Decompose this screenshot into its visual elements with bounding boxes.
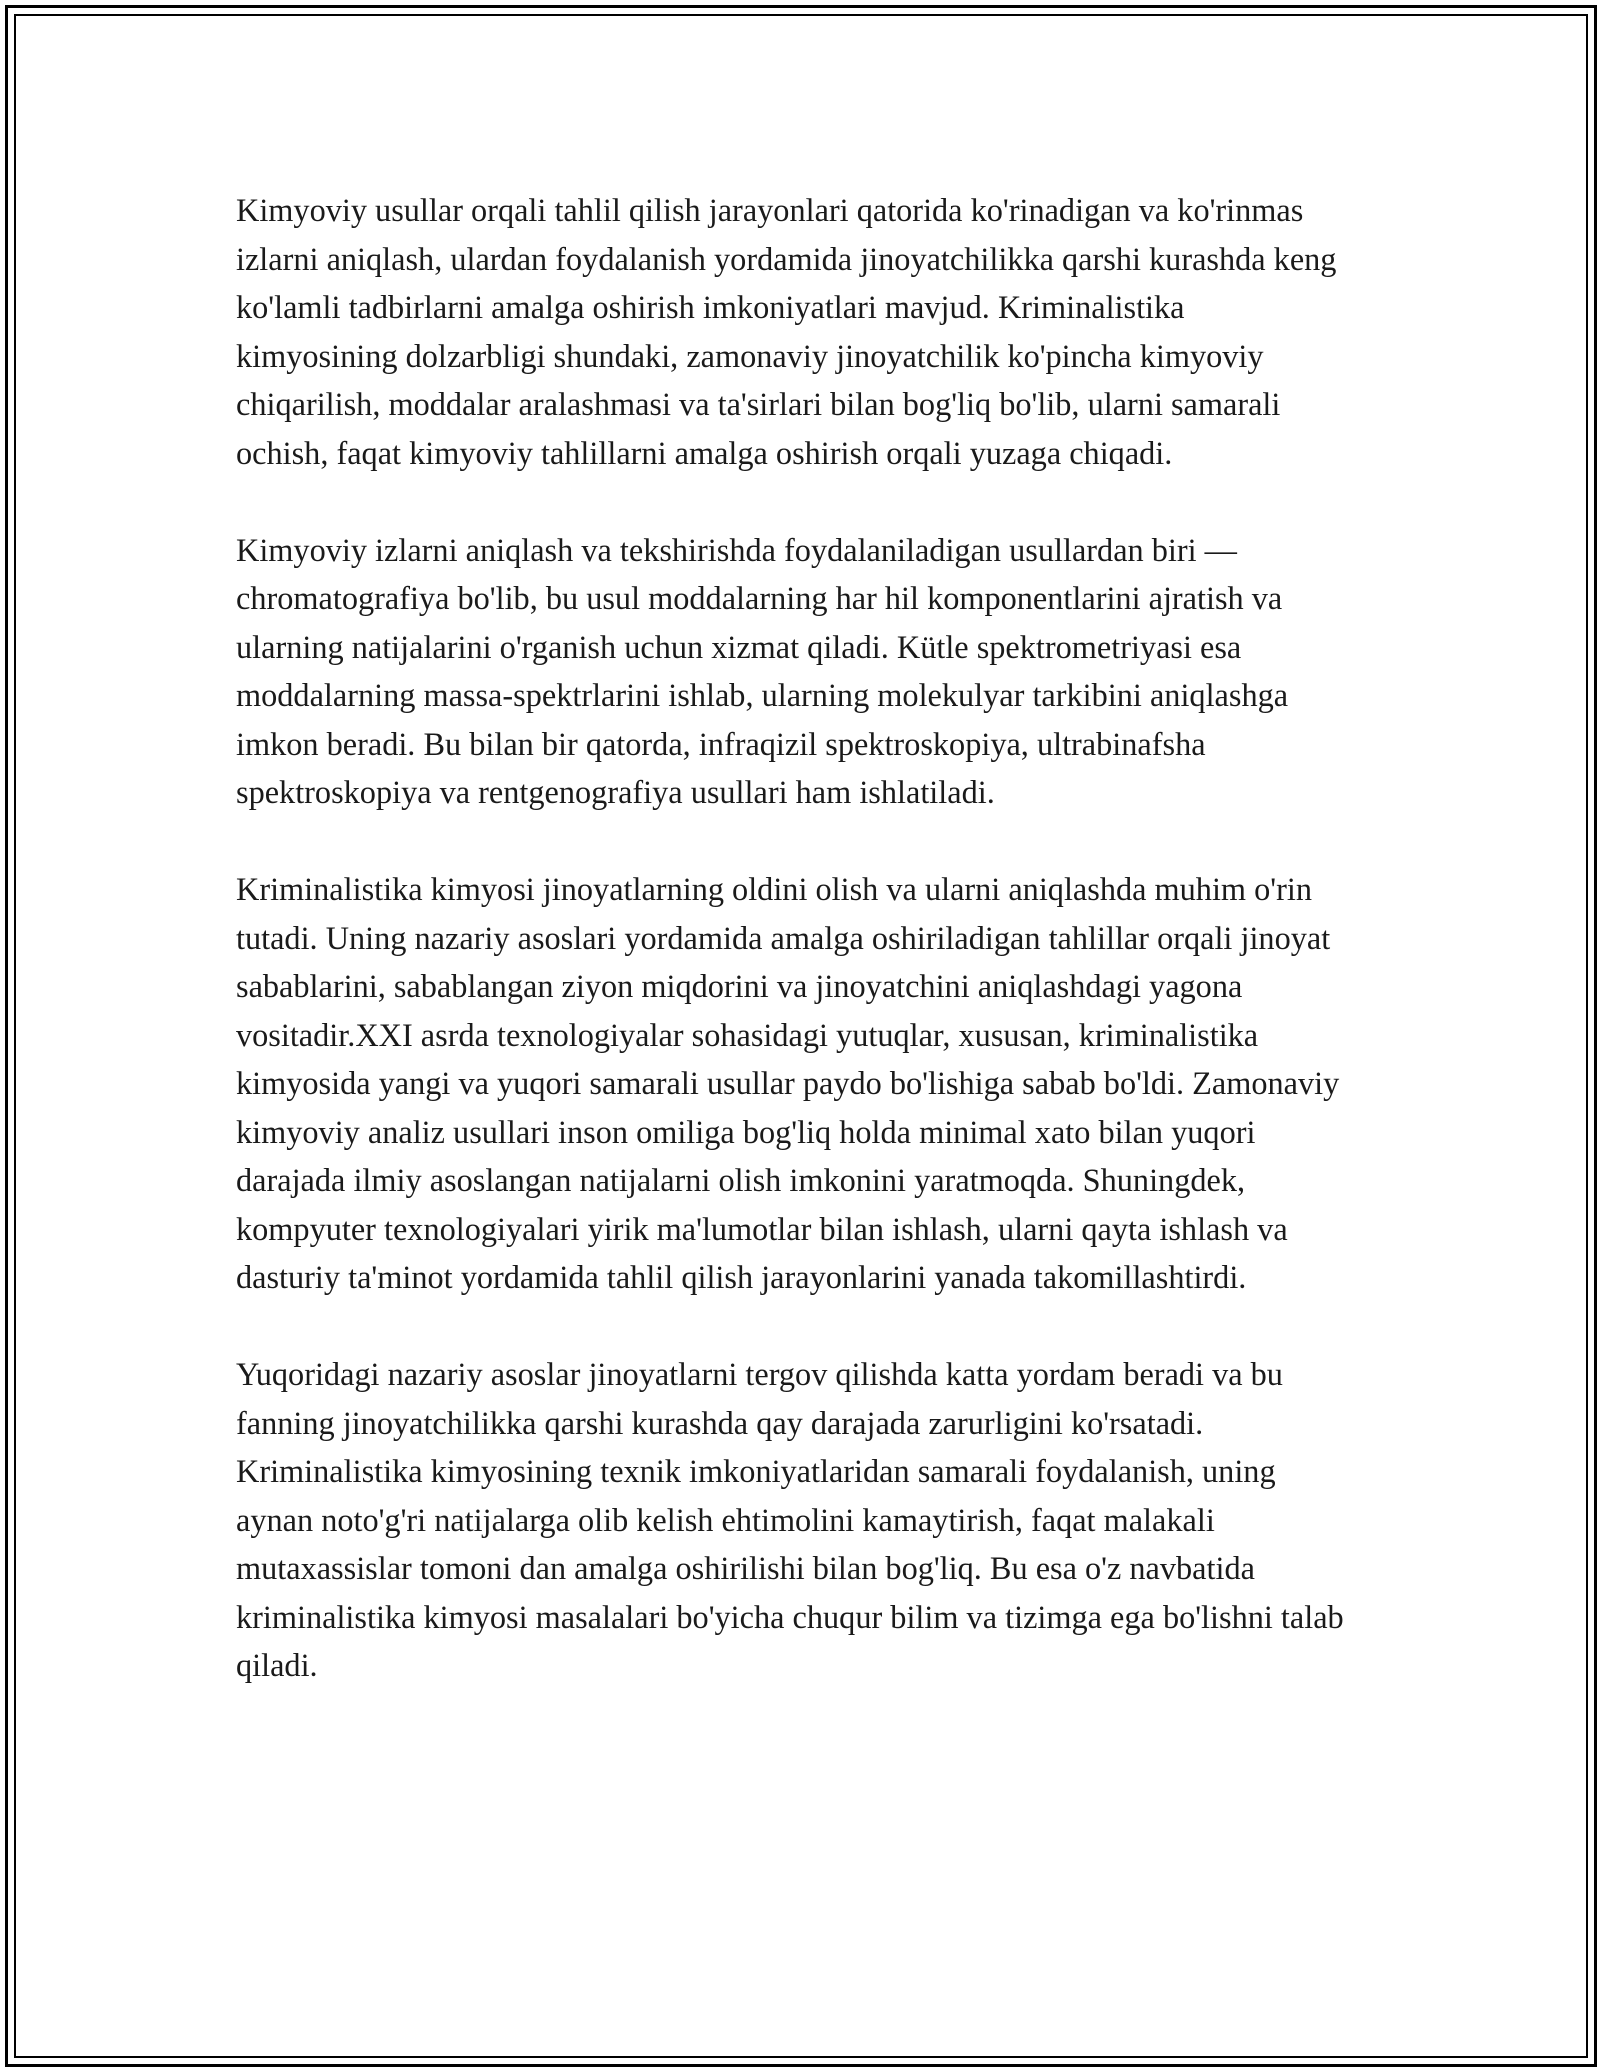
paragraph-2: Kimyoviy izlarni aniqlash va tekshirishda foydalaniladigan usullardan biri — chromatografiya bo'lib, bu usul moddalarning har hil komponentlarini ajratish va ularning natijalarini o'rganish uchun xizmat qiladi. Kütle spektrometriyasi esa moddalarning massa-spektrlarini ishlab, ularning molekulyar tarkibini aniqlashga imkon beradi. Bu bilan bir qatorda, infraqizil spektroskopiya, ultrabinafsha spektroskopiya va rentgenografiya usullari ham ishlatiladi. — [236, 531, 1289, 810]
paragraph-3: Kriminalistika kimyosi jinoyatlarning oldini olish va ularni aniqlashda muhim o'rin tutadi. Uning nazariy asoslari yordamida amalga oshiriladigan tahlillar orqali jinoyat sabablarini, sabablangan ziyon miqdorini va jinoyatchini aniqlashdagi yagona vositadir.XXI asrda texnologiyalar sohasidagi yutuqlar, xususan, kriminalistika kimyosida yangi va yuqori samarali usullar paydo bo'lishiga sabab bo'ldi. Zamonaviy kimyoviy analiz usullari inson omiliga bog'liq holda minimal xato bilan yuqori darajada ilmiy asoslangan natijalarni olish imkonini yaratmoqda. Shuningdek, kompyuter texnologiyalari yirik ma'lumotlar bilan ishlash, ularni qayta ishlash va dasturiy ta'minot yordamida tahlil qilish jarayonlarini yanada takomillashtirdi. — [236, 871, 1340, 1295]
document-body — [236, 186, 1351, 1738]
paragraph-4: Yuqoridagi nazariy asoslar jinoyatlarni tergov qilishda katta yordam beradi va bu fanning jinoyatchilikka qarshi kurashda qay darajada zarurligini ko'rsatadi. Kriminalistika kimyosining texnik imkoniyatlaridan samarali foydalanish, uning aynan noto'g'ri natijalarga olib kelish ehtimolini kamaytirish, faqat malakali mutaxassislar tomoni dan amalga oshirilishi bilan bog'liq. Bu esa o'z navbatida kriminalistika kimyosi masalalari bo'yicha chuqur bilim va tizimga ega bo'lishni talab qiladi. — [236, 1356, 1344, 1683]
paragraph-1: Kimyoviy usullar orqali tahlil qilish jarayonlari qatorida ko'rinadigan va ko'rinmas izlarni aniqlash, ulardan foydalanish yordamida jinoyatchilikka qarshi kurashda keng ko'lamli tadbirlarni amalga oshirish imkoniyatlari mavjud. Kriminalistika kimyosining dolzarbligi shundaki, zamonaviy jinoyatchilik ko'pincha kimyoviy chiqarilish, moddalar aralashmasi va ta'sirlari bilan bog'liq bo'lib, ularni samarali ochish, faqat kimyoviy tahlillarni amalga oshirish orqali yuzaga chiqadi. — [236, 192, 1337, 471]
